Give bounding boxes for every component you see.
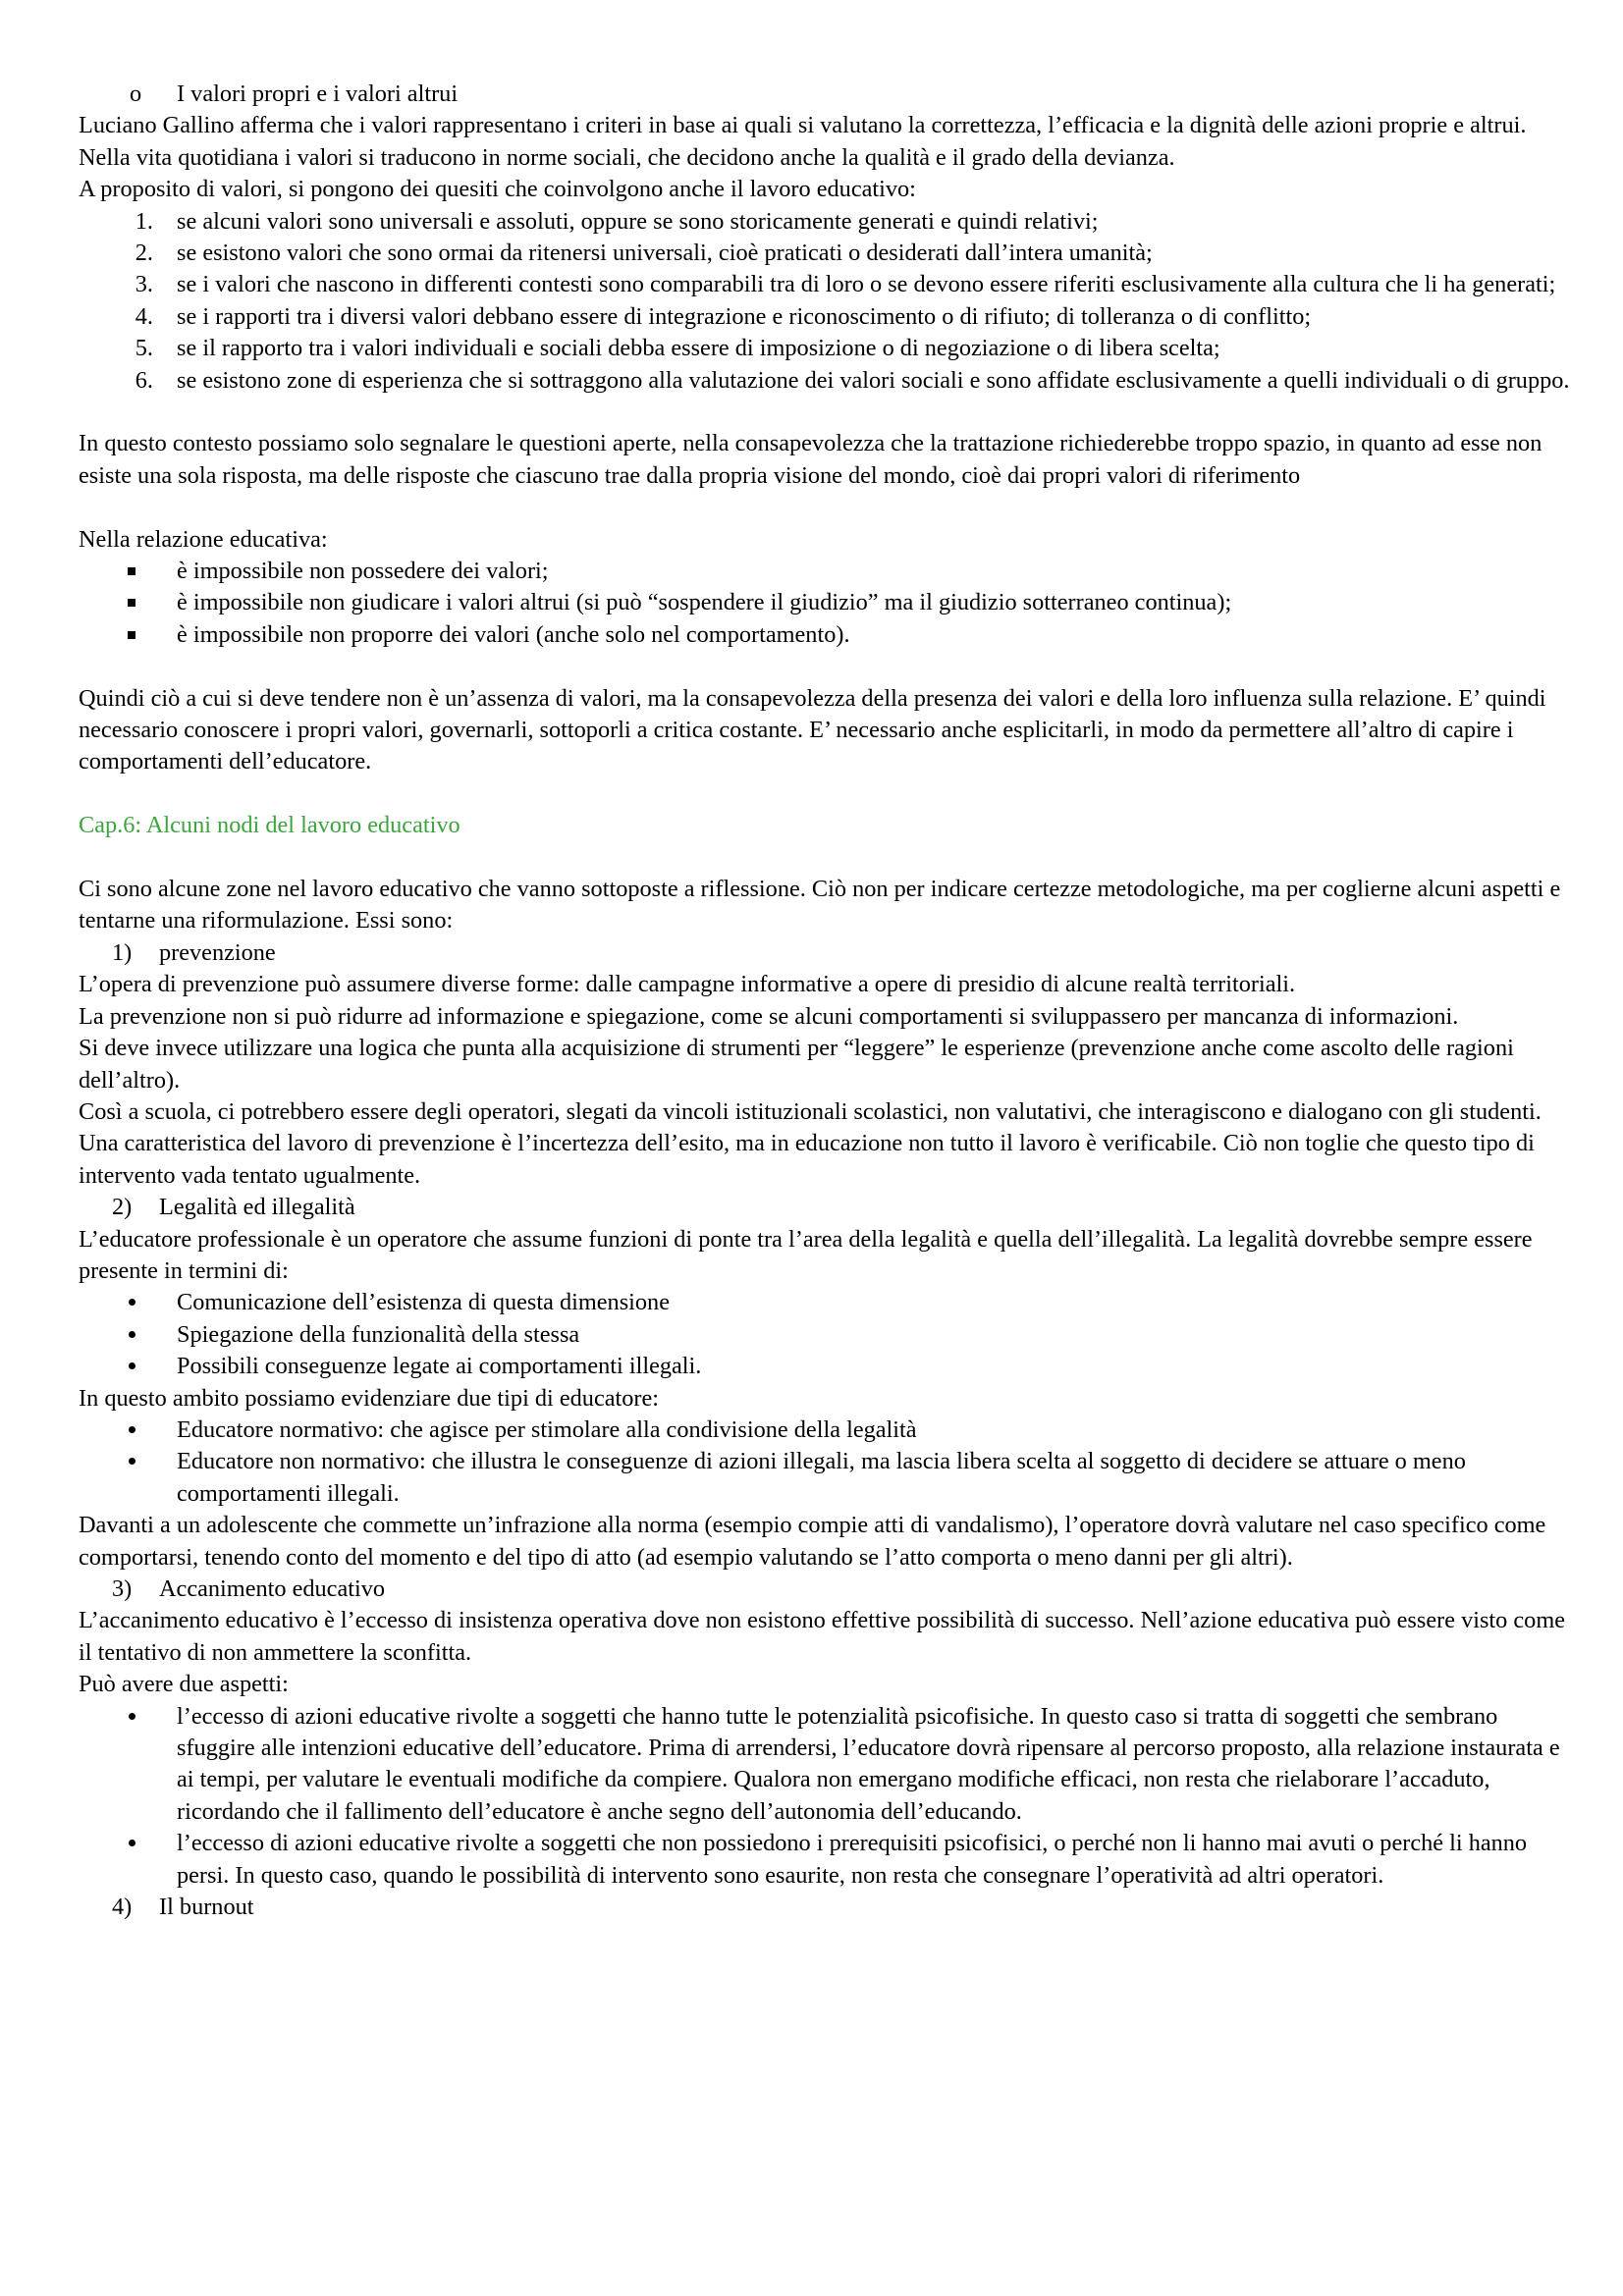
legalita-list <box>79 1287 1571 1382</box>
paragraph: Può avere due aspetti: <box>79 1671 289 1698</box>
list-item <box>79 1701 1571 1829</box>
list-number: 1. <box>135 207 153 235</box>
list-item <box>79 1192 1571 1223</box>
list-number: 2. <box>135 240 153 267</box>
list-item <box>79 79 1571 110</box>
list-item-text: Educatore normativo: che agisce per stimolare alla condivisione della legalità <box>177 1415 917 1443</box>
list-item <box>79 937 1571 969</box>
quesiti-list <box>79 206 1571 397</box>
list-item-text: Possibili conseguenze legate ai comportamenti illegali. <box>177 1353 702 1380</box>
document-page <box>79 79 1571 1923</box>
paragraph: Si deve invece utilizzare una logica che punta alla acquisizione di strumenti per “leggere” le esperienze (prevenzione anche come ascolto delle ragioni dell’altro). <box>79 1035 1514 1094</box>
paragraph: A proposito di valori, si pongono dei quesiti che coinvolgono anche il lavoro educativo: <box>79 176 916 203</box>
circle-bullet: o <box>130 80 142 107</box>
round-bullet-icon <box>129 1840 135 1846</box>
square-bullet-icon <box>128 631 135 639</box>
topic-title: prevenzione <box>159 938 276 966</box>
chapter-heading: Cap.6: Alcuni nodi del lavoro educativo <box>79 812 460 839</box>
paragraph: Ci sono alcune zone nel lavoro educativo che vanno sottoposte a riflessione. Ciò non per indicare certezze metodologiche, ma per coglierne alcuni aspetti e tentarne una riformulazione. Essi sono: <box>79 876 1561 934</box>
list-item-text: se i rapporti tra i diversi valori debbano essere di integrazione e riconoscimento o di rifiuto; di tolleranza o di conflitto; <box>177 302 1312 330</box>
list-item <box>79 1287 1571 1318</box>
topic-heading-4 <box>79 1892 1571 1923</box>
spacer <box>79 397 1571 428</box>
list-item <box>79 1828 1571 1892</box>
list-item-text: Spiegazione della funzionalità della stessa <box>177 1320 580 1348</box>
paragraph: In questo ambito possiamo evidenziare due tipi di educatore: <box>79 1384 660 1412</box>
list-number: 5. <box>135 335 153 362</box>
paragraph: Luciano Gallino afferma che i valori rappresentano i criteri in base ai quali si valutano la correttezza, l’efficacia e la dignità delle azioni proprie e altrui. <box>79 112 1527 139</box>
accanimento-list <box>79 1701 1571 1892</box>
spacer <box>79 651 1571 682</box>
list-item-text: l’eccesso di azioni educative rivolte a soggetti che hanno tutte le potenzialità psicofisiche. In questo caso si tratta di soggetti che sembrano sfuggire alle intenzioni educative dell’educatore. Prima di arrendersi, l’educatore dovrà ripensare al percorso proposto, alla relazione instaurata e ai tempi, per valutare le eventuali modifiche da compiere. Qualora non emergano modifiche efficaci, non resta che rielaborare l’accaduto, ricordando che il fallimento dell’educatore è anche segno dell’autonomia dell’educando. <box>177 1702 1560 1825</box>
topic-heading-1 <box>79 937 1571 969</box>
list-item-text: è impossibile non giudicare i valori altrui (si può “sospendere il giudizio” ma il giudizio sotterraneo continua); <box>177 589 1232 616</box>
list-item <box>79 365 1571 397</box>
list-item-text: se esistono zone di esperienza che si sottraggono alla valutazione dei valori sociali e sono affidate esclusivamente a quelli individuali o di gruppo. <box>177 366 1570 394</box>
list-item <box>79 206 1571 238</box>
list-item <box>79 269 1571 300</box>
list-number: 3. <box>135 271 153 298</box>
relazione-list <box>79 556 1571 651</box>
list-item-text: è impossibile non proporre dei valori (anche solo nel comportamento). <box>177 620 850 648</box>
list-item-text: I valori propri e i valori altrui <box>177 80 459 107</box>
list-item-text: Comunicazione dell’esistenza di questa dimensione <box>177 1289 670 1316</box>
topic-heading-2 <box>79 1192 1571 1223</box>
topic-title: Legalità ed illegalità <box>159 1194 355 1221</box>
list-item <box>79 301 1571 333</box>
paragraph: Quindi ciò a cui si deve tendere non è un’assenza di valori, ma la consapevolezza della presenza dei valori e della loro influenza sulla relazione. E’ quindi necessario conoscere i propri valori, governarli, sottoporli a critica costante. E’ necessario anche esplicitarli, in modo da permettere all’altro di capire i comportamenti dell’educatore. <box>79 684 1546 775</box>
educatore-list <box>79 1415 1571 1510</box>
paragraph: Così a scuola, ci potrebbero essere degli operatori, slegati da vincoli istituzionali scolastici, non valutativi, che interagiscono e dialogano con gli studenti. <box>79 1097 1542 1125</box>
round-bullet-icon <box>129 1458 135 1465</box>
list-item-text: Educatore non normativo: che illustra le conseguenze di azioni illegali, ma lascia libera scelta al soggetto di decidere se attuare o meno comportamenti illegali. <box>177 1448 1466 1507</box>
paragraph: L’opera di prevenzione può assumere diverse forme: dalle campagne informative a opere di presidio di alcune realtà territoriali. <box>79 971 1296 998</box>
list-item <box>79 1446 1571 1510</box>
list-item-text: se i valori che nascono in differenti contesti sono comparabili tra di loro o se devono essere riferiti esclusivamente alla cultura che li ha generati; <box>177 271 1556 298</box>
paragraph: Nella vita quotidiana i valori si traducono in norme sociali, che decidono anche la qualità e il grado della devianza. <box>79 143 1175 171</box>
list-item <box>79 1351 1571 1382</box>
list-item-text: è impossibile non possedere dei valori; <box>177 558 549 585</box>
list-item <box>79 1574 1571 1605</box>
paragraph: La prevenzione non si può ridurre ad informazione e spiegazione, come se alcuni comportamenti si sviluppassero per mancanza di informazioni. <box>79 1002 1459 1030</box>
square-bullet-icon <box>128 599 135 607</box>
paragraph: In questo contesto possiamo solo segnalare le questioni aperte, nella consapevolezza che la trattazione richiederebbe troppo spazio, in quanto ad esse non esiste una sola risposta, ma delle risposte che ciascuno trae dalla propria visione del mondo, cioè dai propri valori di riferimento <box>79 430 1542 489</box>
paragraph: L’accanimento educativo è l’eccesso di insistenza operativa dove non esistono effettive possibilità di successo. Nell’azione educativa può essere visto come il tentativo di non ammettere la sconfitta. <box>79 1607 1566 1666</box>
list-item <box>79 1892 1571 1923</box>
topic-title: Il burnout <box>159 1894 254 1921</box>
list-number: 1) <box>112 938 133 966</box>
paragraph: Una caratteristica del lavoro di prevenzione è l’incertezza dell’esito, ma in educazione non tutto il lavoro è verificabile. Ciò non toglie che questo tipo di intervento vada tentato ugualmente. <box>79 1130 1535 1189</box>
intro-list <box>79 79 1571 110</box>
round-bullet-icon <box>129 1299 135 1306</box>
square-bullet-icon <box>128 567 135 575</box>
list-item <box>79 1415 1571 1446</box>
list-number: 4. <box>135 302 153 330</box>
list-number: 2) <box>112 1194 133 1221</box>
list-item-text: se esistono valori che sono ormai da ritenersi universali, cioè praticati o desiderati dall’intera umanità; <box>177 240 1153 267</box>
spacer <box>79 842 1571 874</box>
paragraph: Nella relazione educativa: <box>79 525 328 553</box>
spacer <box>79 492 1571 523</box>
list-item <box>79 1319 1571 1351</box>
topic-heading-3 <box>79 1574 1571 1605</box>
list-number: 3) <box>112 1575 133 1603</box>
round-bullet-icon <box>129 1426 135 1433</box>
spacer <box>79 778 1571 810</box>
round-bullet-icon <box>129 1362 135 1369</box>
round-bullet-icon <box>129 1331 135 1338</box>
list-item <box>79 556 1571 587</box>
topic-title: Accanimento educativo <box>159 1575 386 1603</box>
list-number: 6. <box>135 366 153 394</box>
paragraph: Davanti a un adolescente che commette un’infrazione alla norma (esempio compie atti di vandalismo), l’operatore dovrà valutare nel caso specifico come comportarsi, tenendo conto del momento e del tipo di atto (ad esempio valutando se l’atto comporta o meno danni per gli altri). <box>79 1512 1546 1571</box>
list-item-text: se alcuni valori sono universali e assoluti, oppure se sono storicamente generati e quindi relativi; <box>177 207 1099 235</box>
round-bullet-icon <box>129 1713 135 1720</box>
list-item-text: se il rapporto tra i valori individuali e sociali debba essere di imposizione o di negoziazione o di libera scelta; <box>177 335 1220 362</box>
list-item <box>79 587 1571 618</box>
list-item <box>79 619 1571 651</box>
list-item-text: l’eccesso di azioni educative rivolte a soggetti che non possiedono i prerequisiti psicofisici, o perché non li hanno mai avuti o perché li hanno persi. In questo caso, quando le possibilità di intervento sono esaurite, non resta che consegnare l’operatività ad altri operatori. <box>177 1830 1528 1889</box>
paragraph: L’educatore professionale è un operatore che assume funzioni di ponte tra l’area della legalità e quella dell’illegalità. La legalità dovrebbe sempre essere presente in termini di: <box>79 1225 1533 1284</box>
list-item <box>79 333 1571 364</box>
list-number: 4) <box>112 1894 133 1921</box>
list-item <box>79 238 1571 269</box>
